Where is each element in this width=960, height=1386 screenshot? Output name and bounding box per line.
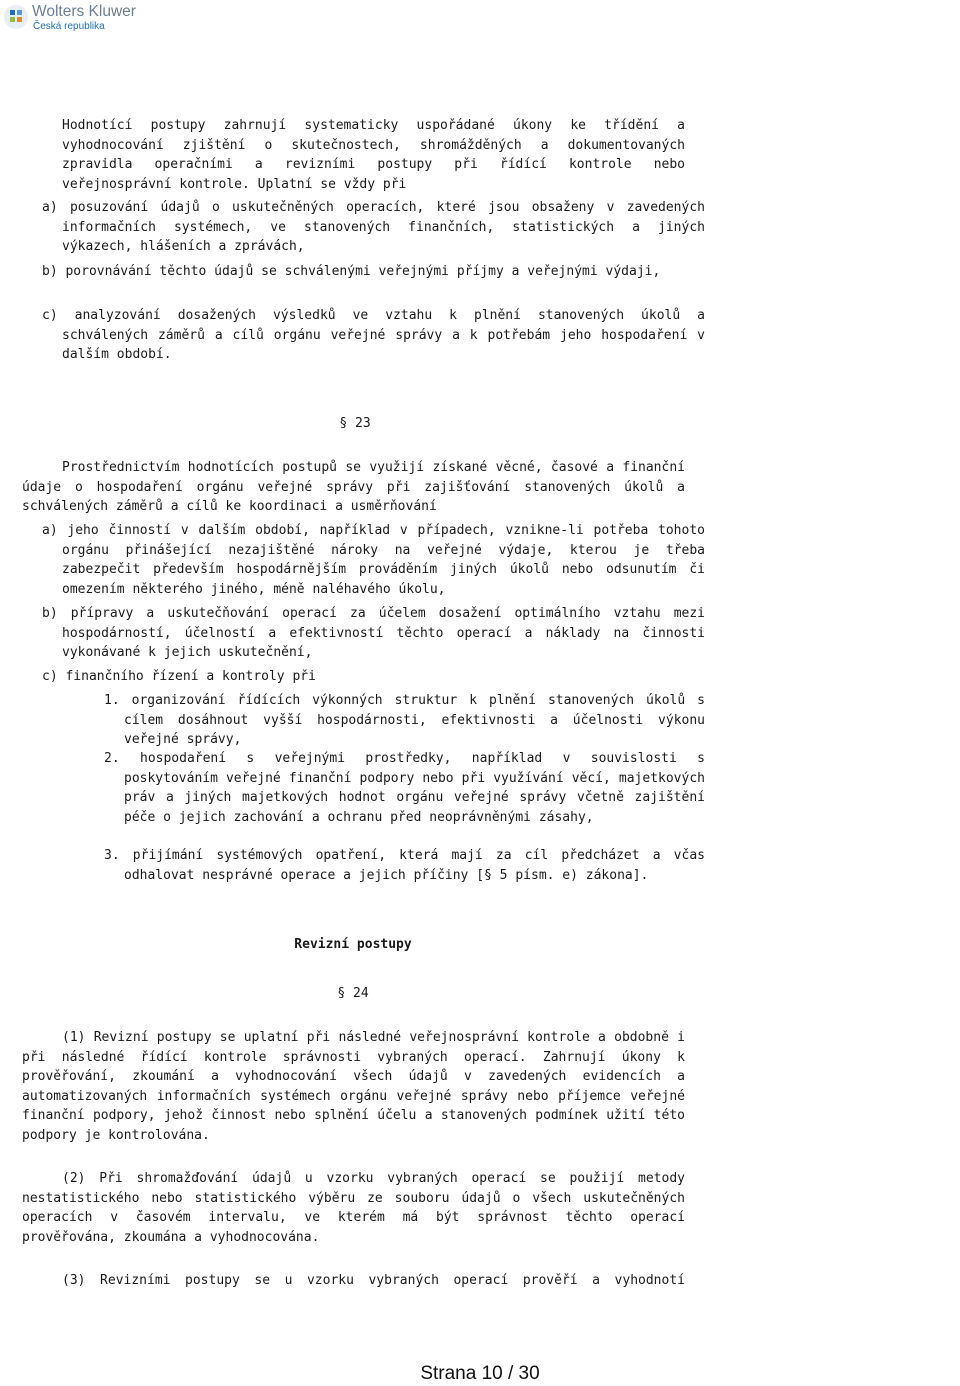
page-number: Strana 10 / 30	[420, 1363, 540, 1384]
sec23-sub-1: 1. organizování řídících výkonných struktur k plnění stanovených úkolů s cílem dosáhnout vyšší hospodárnosti, efektivnosti a účelnosti výkonu veřejné správy,	[104, 693, 705, 747]
sec22-item-b: b) porovnávání těchto údajů se schválenými veřejnými příjmy a veřejnými výdaji,	[42, 264, 661, 279]
paragraph-mark-24: § 24	[337, 986, 369, 1001]
sec24-para-3: (3) Revizními postupy se u vzorku vybraných operací prověří a vyhodnotí	[62, 1273, 685, 1288]
paragraph-mark-23: § 23	[339, 416, 371, 431]
logo-subtitle: Česká republika	[33, 21, 105, 32]
sec23-item-c: c) finančního řízení a kontroly při	[42, 669, 316, 684]
sec23-intro: Prostřednictvím hodnotících postupů se využijí získané věcné, časové a finanční údaje o hospodaření orgánu veřejné správy při zajišťování stanovených úkolů a schválených záměrů a cílů ke koordinaci a usměrňování	[22, 460, 685, 514]
sec23-item-a: a) jeho činností v dalším období, například v případech, vznikne-li potřeba tohoto orgánu přinášející nezajištěné nároky na veřejné výdaje, kterou je třeba zabezpečit především hospodárnějším prováděním jiných úkolů nebo odsunutím či omezením některého jiného, méně naléhavého úkolu,	[42, 523, 705, 597]
sec23-item-b: b) přípravy a uskutečňování operací za účelem dosažení optimálního vztahu mezi hospodárností, účelností a efektivností těchto operací a náklady na činnosti vykonávané k jejich uskutečnění,	[42, 606, 705, 660]
sec22-item-a: a) posuzování údajů o uskutečněných operacích, které jsou obsaženy v zavedených informačních systémech, ve stanovených finančních, statistických a jiných výkazech, hlášeních a zprávách,	[42, 200, 705, 254]
sec22-item-c: c) analyzování dosažených výsledků ve vztahu k plnění stanovených úkolů a schválených záměrů a cílů orgánu veřejné správy a k potřebám jeho hospodaření v dalším období.	[42, 308, 705, 362]
logo-name: Wolters Kluwer	[32, 3, 136, 20]
sec23-sub-2: 2. hospodaření s veřejnými prostředky, například v souvislosti s poskytováním veřejné finanční podpory nebo při využívání věcí, majetkových práv a jiných majetkových hodnot orgánu veřejné správy včetně zajištění péče o jejich zachování a ochranu před neoprávněnými zásahy,	[104, 751, 705, 825]
sec24-para-1: (1) Revizní postupy se uplatní při následné veřejnosprávní kontrole a obdobně i při následné řídící kontrole správnosti vybraných operací. Zahrnují úkony k prověřování, zkoumání a vyhodnocování všech údajů v zavedených evidencích a automatizovaných informačních systémech orgánu veřejné správy nebo příjemce veřejné finanční podpory, jehož činnost nebo splnění účelu a stanovených podmínek užití této podpory je kontrolována.	[22, 1030, 685, 1143]
sec22-intro: Hodnotící postupy zahrnují systematicky uspořádané úkony ke třídění a vyhodnocování zjištění o skutečnostech, shromážděných a dokumentovaných zpravidla operačními a revizními postupy při řídící kontrole nebo veřejnosprávní kontrole. Uplatní se vždy při	[62, 118, 685, 192]
wolters-kluwer-logo-icon	[3, 4, 29, 30]
sec24-para-2: (2) Při shromažďování údajů u vzorku vybraných operací se použijí metody nestatistického nebo statistického výběru ze souboru údajů o všech uskutečněných operacích v časovém intervalu, ve kterém má být správnost těchto operací prověřována, zkoumána a vyhodnocována.	[22, 1171, 685, 1245]
sec23-sub-3: 3. přijímání systémových opatření, která mají za cíl předcházet a včas odhalovat nesprávné operace a jejich příčiny [§ 5 písm. e) zákona].	[104, 848, 705, 883]
section-heading-revizni-postupy: Revizní postupy	[294, 937, 412, 952]
wolters-kluwer-logo	[3, 3, 143, 35]
